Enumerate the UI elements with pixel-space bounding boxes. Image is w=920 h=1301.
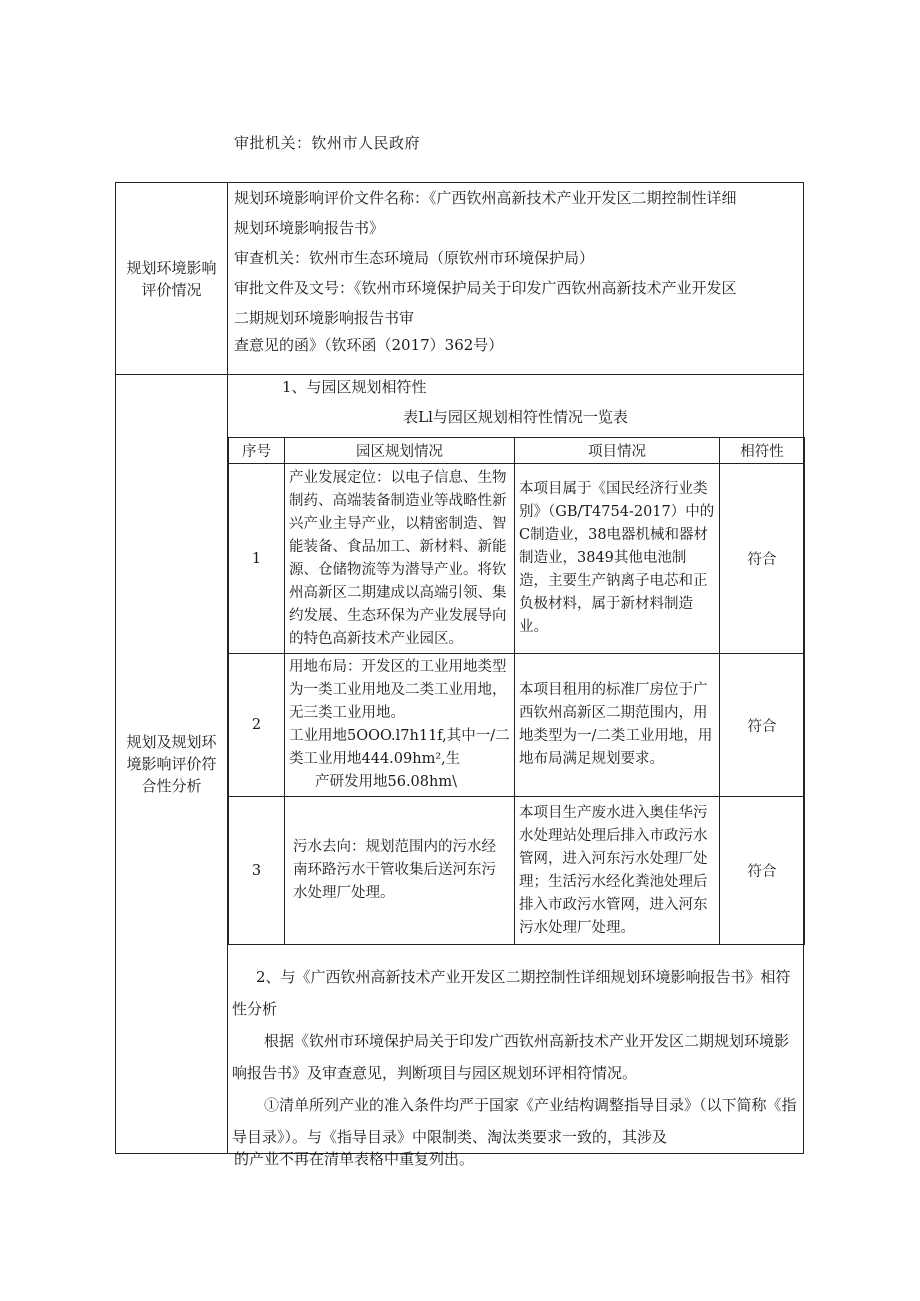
project-cell: 本项目租用的标准厂房位于广西钦州高新区二期范围内，用地类型为一/二类工业用地，用地布局满足规划要求。 <box>515 654 720 797</box>
table-header-row <box>229 438 805 464</box>
section1-line: 审查机关：钦州市生态环境局（原钦州市环境保护局） <box>234 249 595 267</box>
plan-line: 产研发用地56.08hm\ <box>315 774 457 790</box>
plan-line: 工业用地5OOO.l7h11f,其中一/二类工业用地444.09hm²,生 <box>289 728 510 767</box>
part2 <box>228 945 803 1153</box>
section1-line: 规划环境影响评价文件名称：《广西钦州高新技术产业开发区二期控制性详细 <box>234 189 737 207</box>
project-cell: 本项目属于《国民经济行业类别》（GB/T4754-2017）中的C制造业，38电器机械和器材制造业，3849其他电池制造，主要生产钠离子电芯和正负极材料，属于新材料制造业。 <box>515 464 720 654</box>
col-header: 相符性 <box>720 438 805 464</box>
row-number: 1 <box>229 464 285 654</box>
plan-cell <box>285 654 515 797</box>
section1-label: 规划环境影响评价情况 <box>116 183 228 375</box>
section1-line: 规划环境影响报告书》 <box>234 219 385 237</box>
table-row <box>229 654 805 797</box>
plan-line: 用地布局：开发区的工业用地类型为一类工业用地及二类工业用地，无三类工业用地。 <box>289 659 507 721</box>
paragraph: 根据《钦州市环境保护局关于印发广西钦州高新技术产业开发区二期规划环境影响报告书》及审查意见，判断项目与园区规划环评相符情况。 <box>232 1032 790 1082</box>
heading-eia-report: 2、与《广西钦州高新技术产业开发区二期控制性详细规划环境影响报告书》相符性分析 <box>232 968 791 1018</box>
col-header: 园区规划情况 <box>285 438 515 464</box>
section2-content <box>228 375 804 1154</box>
result-cell: 符合 <box>720 797 805 945</box>
result-cell: 符合 <box>720 464 805 654</box>
approval-authority: 审批机关：钦州市人民政府 <box>234 134 421 152</box>
table-row <box>229 464 805 654</box>
table-title: 表Ll与园区规划相符性情况一览表 <box>403 408 628 426</box>
section1-content <box>228 183 804 375</box>
plan-cell: 产业发展定位：以电子信息、生物制药、高端装备制造业等战略性新兴产业主导产业，以精密制造、智能装备、食品加工、新材料、新能源、仓储物流等为潜导产业。将钦州高新区二期建成以高端引领、集约发展、生态环保为产业发展导向的特色高新技术产业园区。 <box>285 464 515 654</box>
result-cell: 符合 <box>720 654 805 797</box>
col-header: 项目情况 <box>515 438 720 464</box>
section2-label: 规划及规划环境影响评价符合性分析 <box>116 375 228 1154</box>
plan-cell: 污水去向：规划范围内的污水经南环路污水干管收集后送河东污水处理厂处理。 <box>285 797 515 945</box>
trailing-text: 的产业不再在清单表格中重复列出。 <box>234 1150 475 1168</box>
section1-line: 审批文件及文号：《钦州市环境保护局关于印发广西钦州高新技术产业开发区 <box>234 279 737 297</box>
col-header: 序号 <box>229 438 285 464</box>
table-row <box>229 797 805 945</box>
compliance-table <box>228 437 805 945</box>
section1-line: 查意见的函》（钦环函（2017）362号） <box>234 336 504 354</box>
project-cell: 本项目生产废水进入奥佳华污水处理站处理后排入市政污水管网，进入河东污水处理厂处理；生活污水经化粪池处理后排入市政污水管网，进入河东污水处理厂处理。 <box>515 797 720 945</box>
heading-park-plan: 1、与园区规划相符性 <box>282 378 427 396</box>
row-number: 3 <box>229 797 285 945</box>
assessment-table <box>115 182 804 1154</box>
row-number: 2 <box>229 654 285 797</box>
paragraph: ①清单所列产业的准入条件均严于国家《产业结构调整指导目录》（以下简称《指导目录》）。与《指导目录》中限制类、淘汰类要求一致的，其涉及 <box>232 1096 797 1146</box>
section1-line: 二期规划环境影响报告书审 <box>234 309 415 327</box>
